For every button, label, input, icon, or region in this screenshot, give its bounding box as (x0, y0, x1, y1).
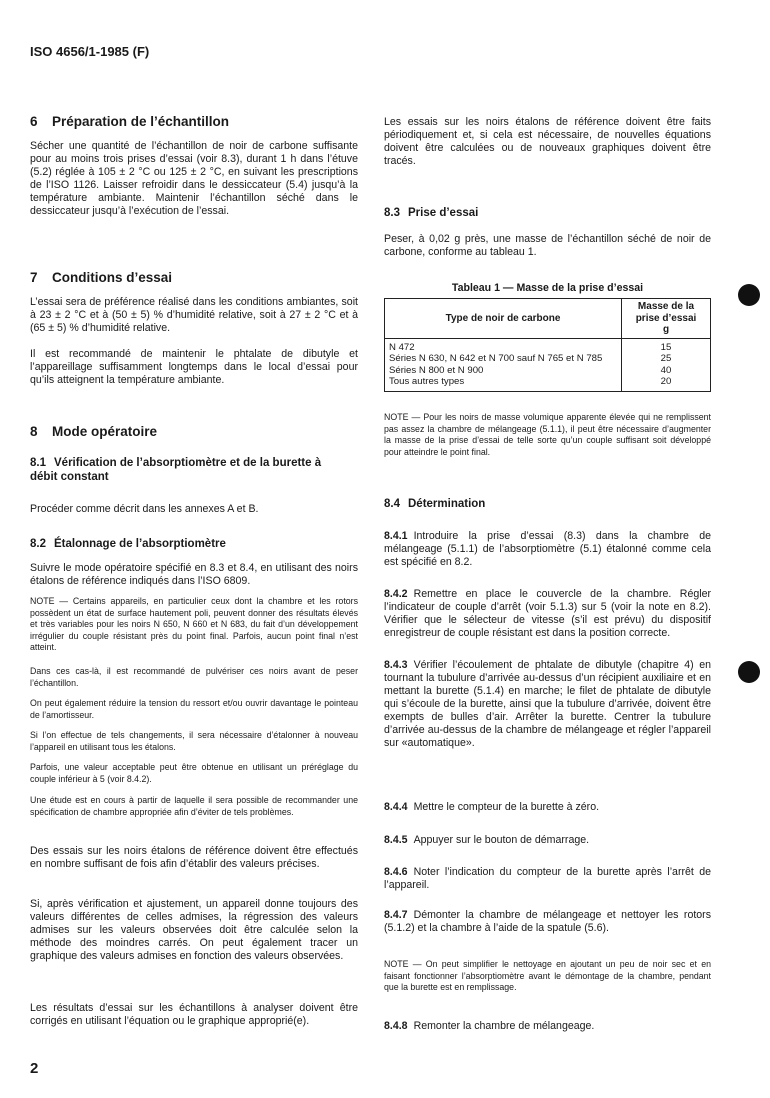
note-8-2-para: Une étude est en cours à partir de laquelle il sera possible de recommander une spécification de chambre appropriée afin d’éviter de tels problèmes. (30, 795, 358, 817)
step-8-4-8 (384, 1020, 711, 1033)
cell-mass: 25 (660, 353, 672, 364)
section-6-heading (30, 114, 358, 129)
step-text: Appuyer sur le bouton de démarrage. (413, 834, 590, 846)
note-8-2-para: Parfois, une valeur acceptable peut être obtenue en utilisant un préréglage du couple inférieur à 5 (voir 8.4.2). (30, 762, 358, 784)
cell-type: Séries N 800 et N 900 (385, 365, 622, 377)
table-header-row (385, 299, 711, 339)
step-number: 8.4.1 (384, 530, 408, 542)
section-title: Mode opératoire (52, 424, 158, 439)
binder-hole-mark (738, 661, 760, 683)
section-6-text: Sécher une quantité de l’échantillon de noir de carbone suffisante pour au moins trois prises d’essai (voir 8.3), durant 1 h dans l’étuve (5.2) réglée à 105 ± 2 °C ou 125 ± 2 °C, en suivant les prescriptions de l’ISO 1126. Laisser refroidir dans le dessiccateur (5.4) jusqu’à la température ambiante. Maintenir l’échantillon séché dans le dessiccateur jusqu’à l’exécution de l’essai. (30, 140, 358, 217)
section-number: 7 (30, 270, 38, 285)
table-title: Tableau 1 — Masse de la prise d’essai (451, 282, 644, 294)
table-row (385, 338, 711, 353)
section-8-2-para-4: Les résultats d’essai sur les échantillons à analyser doivent être corrigés en utilisant l’équation ou le graphique approprié(e). (30, 1002, 358, 1027)
table-row (385, 353, 711, 365)
step-8-4-6 (384, 866, 711, 892)
cell-type: Séries N 630, N 642 et N 700 sauf N 765 et N 785 (385, 353, 622, 365)
section-number: 6 (30, 114, 38, 129)
section-8-4-heading (384, 497, 711, 511)
column-header-line: Masse de la (637, 301, 695, 312)
section-number: 8.1 (30, 457, 46, 469)
cell-mass: 15 (660, 341, 672, 353)
step-number: 8.4.5 (384, 834, 408, 846)
step-8-4-2 (384, 588, 711, 640)
section-number: 8.3 (384, 207, 400, 219)
step-number: 8.4.3 (384, 659, 408, 671)
column-header-unit: g (662, 324, 670, 335)
column-header-type: Type de noir de carbone (385, 299, 622, 339)
column-header-mass (622, 299, 711, 339)
step-text: Mettre le compteur de la burette à zéro. (413, 801, 600, 813)
cell-mass: 20 (660, 376, 672, 387)
step-text: Introduire la prise d’essai (8.3) dans la chambre de mélangeage (5.1.1) de l’absorptiomètre (5.1) étalonné comme cela est spécifié en 8.2. (384, 530, 711, 568)
section-8-1-heading (30, 456, 330, 484)
section-title: Détermination (408, 498, 486, 510)
section-number: 8 (30, 424, 38, 439)
note-8-2: NOTE — Certains appareils, en particulier ceux dont la chambre et les rotors possèdent un état de surface hautement poli, peuvent donner des résultats élevés et très variables pour les noirs N 650, N 660 et N 683, du fait d’un développement irrégulier du couple résistant près du point final. Parfois, aucun point final n’est atteint. (30, 596, 358, 653)
cell-type: Tous autres types (385, 376, 622, 391)
cell-type: N 472 (385, 338, 622, 353)
table-note: NOTE — Pour les noirs de masse volumique apparente élevée qui ne remplissent pas assez la chambre de mélangeage (5.1.1), il peut être nécessaire d’augmenter la masse de la prise d’essai de telle sorte qu’un couple suffisant soit développé pour atteindre le point final. (384, 412, 711, 457)
section-8-2-para-3: Si, après vérification et ajustement, un appareil donne toujours des valeurs différentes de celles admises, la régression des valeurs admises sur les valeurs observées doit être calculée selon la méthode des moindres carrés. On peut également tracer un graphique des valeurs admises en fonction des valeurs observées. (30, 898, 358, 962)
section-8-heading (30, 424, 358, 439)
section-8-1-text: Procéder comme décrit dans les annexes A et B. (30, 503, 259, 515)
table-row (385, 376, 711, 391)
step-8-4-7-note: NOTE — On peut simplifier le nettoyage en ajoutant un peu de noir sec et en faisant fonctionner l’absorptiomètre avant le démontage de la chambre, pendant que la burette est en remplissage. (384, 959, 711, 993)
section-8-3-heading (384, 206, 711, 220)
step-8-4-4 (384, 801, 711, 814)
cell-mass: 40 (660, 364, 672, 376)
document-header: ISO 4656/1-1985 (F) (30, 44, 150, 59)
section-7-text-2: Il est recommandé de maintenir le phtalate de dibutyle et l’appareillage suffisamment longtemps dans le local d’essai pour qu’ils atteignent la température ambiante. (30, 348, 358, 386)
step-8-4-1 (384, 530, 711, 569)
column-header-line: prise d’essai (635, 312, 697, 324)
section-8-2-para-2: Des essais sur les noirs étalons de référence doivent être effectués en nombre suffisant de fois afin d’établir des valeurs précises. (30, 845, 358, 870)
step-number: 8.4.7 (384, 909, 408, 921)
section-title: Vérification de l’absorptiomètre et de la burette à débit constant (30, 457, 322, 483)
section-title: Étalonnage de l’absorptiomètre (54, 538, 226, 550)
step-text: Démonter la chambre de mélangeage et nettoyer les rotors (5.1.2) et la chambre à l’aide de la spatule (5.6). (384, 909, 711, 934)
step-8-4-3 (384, 659, 711, 750)
note-8-2-para: Si l’on effectue de tels changements, il sera nécessaire d’étalonner à nouveau l’appareil en utilisant tous les étalons. (30, 730, 358, 752)
binder-hole-mark (738, 284, 760, 306)
test-portion-table (384, 298, 711, 392)
note-8-2-para: On peut également réduire la tension du ressort et/ou ouvrir davantage le pointeau de l’amortisseur. (30, 698, 358, 720)
step-text: Remettre en place le couvercle de la chambre. Régler l’indicateur de couple d’arrêt (voir 5.1.3) sur 5 (voir la note en 8.2). Vérifier que le sélecteur de vitesse (s’il est prévu) du dispositif enregistreur de couple résistant est dans la position correcte. (384, 588, 711, 639)
step-number: 8.4.2 (384, 588, 408, 600)
step-8-4-7 (384, 909, 711, 935)
step-number: 8.4.6 (384, 866, 408, 878)
step-text: Noter l’indication du compteur de la burette après l’arrêt de l’appareil. (384, 866, 711, 891)
section-7-text-1: L’essai sera de préférence réalisé dans les conditions ambiantes, soit à 23 ± 2 °C et à (50 ± 5) % d’humidité relative, soit à 27 ± 2 °C et à (65 ± 5) % d’humidité relative. (30, 296, 358, 334)
section-8-2-heading (30, 537, 358, 551)
note-8-2-para: Dans ces cas-là, il est recommandé de pulvériser ces noirs avant de peser l’échantillon. (30, 666, 358, 688)
step-number: 8.4.8 (384, 1020, 408, 1032)
section-number: 8.4 (384, 498, 400, 510)
section-8-2-text: Suivre le mode opératoire spécifié en 8.3 et 8.4, en utilisant des noirs étalons de référence indiqués dans l’ISO 6809. (30, 562, 358, 587)
section-title: Conditions d’essai (52, 270, 173, 285)
step-number: 8.4.4 (384, 801, 408, 813)
step-8-4-5 (384, 834, 711, 847)
section-7-heading (30, 270, 358, 285)
step-text: Vérifier l’écoulement de phtalate de dibutyle (chapitre 4) en tournant la tubulure d’arrivée au-dessus d’un récipient auxiliaire et en mettant la burette (5.1.4) en marche; le filet de phtalate de dibutyle qui s’écoule de la burette, ainsi que la tubulure d’arrivée, doivent être exempts de bulles d’air. Arrêter la burette. Centrer la tubulure d’arrivée au-dessus de la chambre de mélangeage et régler l’appareil sur «automatique». (384, 659, 711, 749)
step-text: Remonter la chambre de mélangeage. (413, 1020, 595, 1032)
section-title: Préparation de l’échantillon (52, 114, 230, 129)
calibration-intro: Les essais sur les noirs étalons de référence doivent être faits périodiquement et, si cela est nécessaire, de nouvelles équations doivent être calculées ou de nouveaux graphiques doivent être tracés. (384, 116, 711, 167)
table-row (385, 365, 711, 377)
section-title: Prise d’essai (408, 207, 479, 219)
section-number: 8.2 (30, 538, 46, 550)
section-8-3-text: Peser, à 0,02 g près, une masse de l’échantillon séché de noir de carbone, conforme au tableau 1. (384, 233, 711, 258)
page-number: 2 (30, 1060, 39, 1077)
